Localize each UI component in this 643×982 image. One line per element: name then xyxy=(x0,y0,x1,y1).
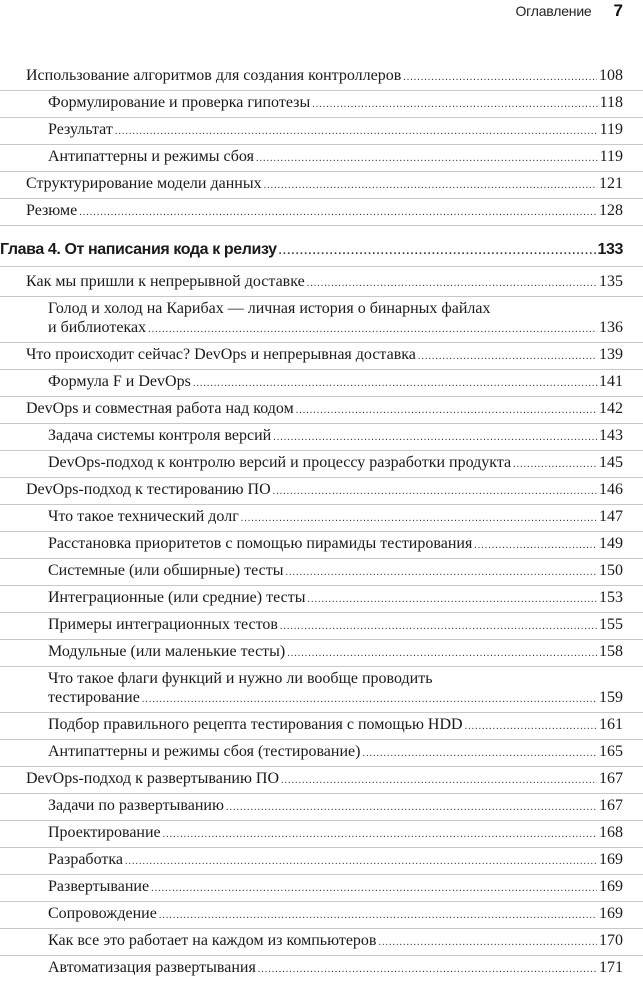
dot-leader xyxy=(193,374,597,393)
toc-entry[interactable] xyxy=(0,874,643,901)
toc-entry[interactable] xyxy=(0,531,643,558)
toc-entry-title: Разработка xyxy=(48,851,123,868)
toc-entry[interactable] xyxy=(0,369,643,396)
dot-leader xyxy=(465,717,597,736)
toc-entry[interactable] xyxy=(0,901,643,928)
dot-leader xyxy=(151,879,597,898)
toc-page-number: 169 xyxy=(599,905,623,922)
running-header xyxy=(515,1,623,21)
toc-page-number: 171 xyxy=(599,959,623,976)
toc-page-number: 159 xyxy=(599,689,623,706)
toc-entry-title: Что такое технический долг xyxy=(48,508,239,525)
toc-entry-title: Системные (или обширные) тесты xyxy=(48,562,284,579)
toc-entry[interactable] xyxy=(0,504,643,531)
toc-entry-title: Задача системы контроля версий xyxy=(48,427,272,444)
toc-entry[interactable] xyxy=(0,450,643,477)
toc-entry-title: Антипаттерны и режимы сбоя xyxy=(48,148,254,165)
dot-leader xyxy=(418,347,597,366)
toc-entry-title: DevOps-подход к контролю версий и процессу разработки продукта xyxy=(48,454,512,471)
dot-leader xyxy=(474,536,597,555)
toc-entry[interactable] xyxy=(0,64,643,90)
toc-entry-title: Резюме xyxy=(26,202,78,219)
toc-entry-title: Автоматизация развертывания xyxy=(48,959,256,976)
dot-leader xyxy=(226,798,597,817)
toc-entry-title: Результат xyxy=(48,121,113,138)
toc-entry-title: Развертывание xyxy=(48,878,150,895)
toc-entry-title-continued: тестирование xyxy=(48,689,140,706)
dot-leader xyxy=(403,68,597,87)
toc-entry-title: Интеграционные (или средние) тесты xyxy=(48,589,306,606)
running-header-page-number: 7 xyxy=(613,1,623,20)
dot-leader xyxy=(280,617,597,636)
toc-entry[interactable] xyxy=(0,766,643,793)
toc-page-number: 167 xyxy=(599,770,623,787)
toc-entry[interactable] xyxy=(0,612,643,639)
toc-page-number: 108 xyxy=(599,67,623,84)
dot-leader xyxy=(513,455,597,474)
toc-entry[interactable] xyxy=(0,198,643,225)
dot-leader xyxy=(286,563,597,582)
toc-entry-title-continued: и библиотеках xyxy=(48,319,147,336)
toc-page-number: 128 xyxy=(599,202,623,219)
dot-leader xyxy=(312,95,597,114)
toc-entry[interactable] xyxy=(0,558,643,585)
toc-entry-title: DevOps и совместная работа над кодом xyxy=(26,400,294,417)
toc-entry[interactable] xyxy=(0,639,643,666)
toc-page-number: 158 xyxy=(599,643,623,660)
toc-page-number: 161 xyxy=(599,716,623,733)
toc-page-number: 136 xyxy=(599,319,623,336)
toc-entry[interactable] xyxy=(0,90,643,117)
toc-page-number: 133 xyxy=(597,241,623,258)
dot-leader xyxy=(307,274,597,293)
toc-page-number: 142 xyxy=(599,400,623,417)
dot-leader xyxy=(241,509,597,528)
toc-page-number: 135 xyxy=(599,273,623,290)
toc-entry-title: Расстановка приоритетов с помощью пирамиды тестирования xyxy=(48,535,473,552)
dot-leader xyxy=(296,401,597,420)
toc-page-number: 141 xyxy=(599,373,623,390)
toc-entry-title: Задачи по развертыванию xyxy=(48,797,224,814)
toc-page-number: 155 xyxy=(599,616,623,633)
toc-page-number: 169 xyxy=(599,878,623,895)
toc-page-number: 149 xyxy=(599,535,623,552)
toc-entry[interactable] xyxy=(0,267,643,296)
dot-leader xyxy=(264,176,597,195)
toc-entry-title: Формула F и DevOps xyxy=(48,373,191,390)
toc-page-number: 143 xyxy=(599,427,623,444)
toc-entry[interactable] xyxy=(0,144,643,171)
dot-leader xyxy=(273,428,597,447)
toc-page-number: 121 xyxy=(599,175,623,192)
toc-entry-title: Антипаттерны и режимы сбоя (тестирование) xyxy=(48,743,361,760)
dot-leader xyxy=(125,852,597,871)
toc-page-number: 170 xyxy=(599,932,623,949)
toc-entry[interactable] xyxy=(0,423,643,450)
toc-page-number: 165 xyxy=(599,743,623,760)
dot-leader xyxy=(258,960,597,979)
toc-page-number: 167 xyxy=(599,797,623,814)
toc-entry[interactable] xyxy=(0,396,643,423)
dot-leader xyxy=(142,690,597,709)
dot-leader xyxy=(115,122,598,141)
toc-entry[interactable] xyxy=(0,793,643,820)
dot-leader xyxy=(281,771,597,790)
dot-leader xyxy=(307,590,597,609)
dot-leader xyxy=(273,482,597,501)
toc-entry-title: Использование алгоритмов для создания контроллеров xyxy=(26,67,402,84)
toc-entry-title: Структурирование модели данных xyxy=(26,175,262,192)
dot-leader xyxy=(279,242,596,261)
toc-entry[interactable] xyxy=(0,847,643,874)
dot-leader xyxy=(287,644,597,663)
toc-page-number: 150 xyxy=(599,562,623,579)
toc-entry[interactable] xyxy=(0,296,643,342)
toc-entry[interactable] xyxy=(0,739,643,766)
toc-entry[interactable] xyxy=(0,477,643,504)
toc-entry-title: Примеры интеграционных тестов xyxy=(48,616,278,633)
toc-entry[interactable] xyxy=(0,955,643,982)
toc-entry[interactable] xyxy=(0,171,643,198)
toc-page-number: 168 xyxy=(599,824,623,841)
toc-entry-title: Сопровождение xyxy=(48,905,157,922)
toc-entry-title: Как мы пришли к непрерывной доставке xyxy=(26,273,305,290)
dot-leader xyxy=(256,149,598,168)
toc-entry[interactable] xyxy=(0,342,643,369)
toc-entry-title: DevOps-подход к развертыванию ПО xyxy=(26,770,279,787)
toc-page-number: 153 xyxy=(599,589,623,606)
toc-entry-title: Что такое флаги функций и нужно ли вообще проводить xyxy=(48,670,433,687)
toc-entry[interactable] xyxy=(0,585,643,612)
dot-leader xyxy=(362,744,597,763)
running-header-title: Оглавление xyxy=(515,3,592,19)
toc-page-number: 118 xyxy=(599,94,623,111)
dot-leader xyxy=(79,203,597,222)
toc-page-number: 145 xyxy=(599,454,623,471)
toc-entry[interactable] xyxy=(0,666,643,712)
toc-entry[interactable] xyxy=(0,820,643,847)
toc-page-number: 146 xyxy=(599,481,623,498)
toc-entry-title: Формулирование и проверка гипотезы xyxy=(48,94,311,111)
toc-page-number: 119 xyxy=(599,148,623,165)
toc-entry-title: Модульные (или маленькие тесты) xyxy=(48,643,286,660)
toc-entry-title: Что происходит сейчас? DevOps и непрерывная доставка xyxy=(26,346,416,363)
toc-entry[interactable] xyxy=(0,225,643,267)
toc-entry[interactable] xyxy=(0,928,643,955)
toc-entry-title: Голод и холод на Карибах — личная история о бинарных файлах xyxy=(48,300,491,317)
chapter-title: Глава 4. От написания кода к релизу xyxy=(0,241,277,258)
toc-page-number: 119 xyxy=(599,121,623,138)
dot-leader xyxy=(163,825,597,844)
toc-entry-title: Подбор правильного рецепта тестирования с помощью HDD xyxy=(48,716,463,733)
toc-page-number: 139 xyxy=(599,346,623,363)
toc-entry-title: Проектирование xyxy=(48,824,161,841)
dot-leader xyxy=(378,933,597,952)
toc-entry[interactable] xyxy=(0,117,643,144)
toc-entry-title: Как все это работает на каждом из компьютеров xyxy=(48,932,377,949)
dot-leader xyxy=(148,320,597,339)
toc-entry-title: DevOps-подход к тестированию ПО xyxy=(26,481,271,498)
toc-entry[interactable] xyxy=(0,712,643,739)
table-of-contents xyxy=(0,64,643,982)
dot-leader xyxy=(159,906,597,925)
toc-page-number: 147 xyxy=(599,508,623,525)
toc-page-number: 169 xyxy=(599,851,623,868)
